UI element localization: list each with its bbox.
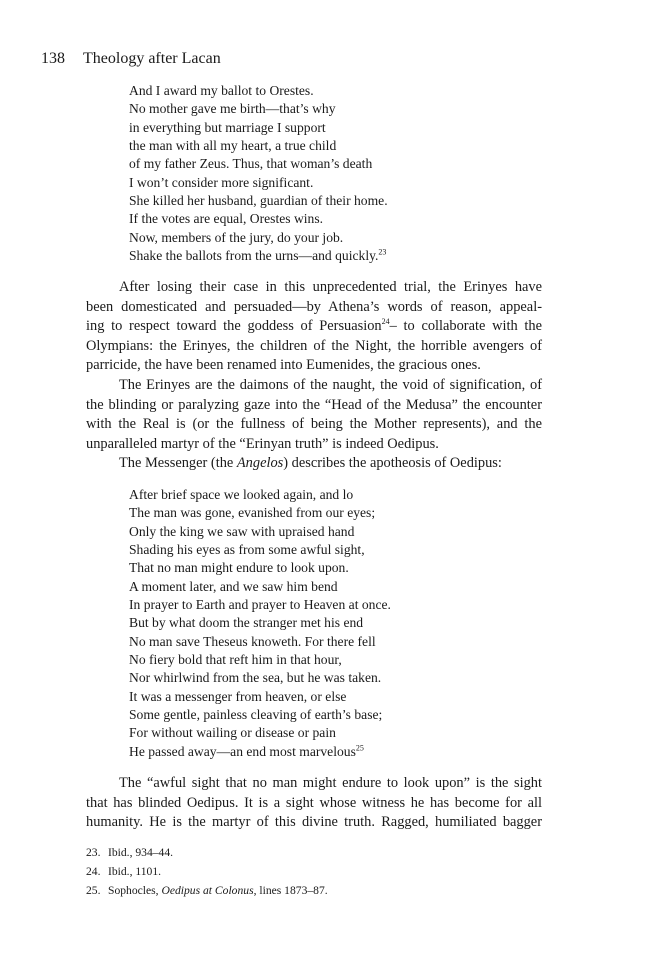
paragraph-line: unparalleled martyr of the “Erinyan truth” is indeed Oedipus.	[86, 435, 439, 452]
verse-line: If the votes are equal, Orestes wins.	[129, 211, 324, 227]
cited-work-title: Oedipus at Colonus	[161, 884, 254, 897]
footnote-number: 24.	[86, 865, 101, 878]
verse-line: No man save Theseus knoweth. For there fell	[129, 633, 376, 649]
verse-line: Only the king we saw with upraised hand	[129, 523, 355, 539]
italic-term: Angelos	[236, 455, 284, 472]
verse-line	[129, 743, 585, 761]
footnote-text: Sophocles,	[108, 884, 162, 897]
paragraph-line: that has blinded Oedipus. It is a sight whose witness he has become for all	[86, 794, 542, 811]
paragraph-text: The Messenger (the	[119, 455, 237, 472]
paragraph-line	[86, 317, 542, 337]
verse-line: And I award my ballot to Orestes.	[129, 83, 314, 98]
verse-line: A moment later, and we saw him bend	[129, 578, 338, 594]
paragraph-line: The Erinyes are the daimons of the naught, the void of signification, of	[119, 376, 542, 393]
verse-line: Now, members of the jury, do your job.	[129, 229, 344, 245]
running-title: Theology after Lacan	[83, 50, 221, 67]
paragraph-line: the blinding or paralyzing gaze into the “Head of the Medusa” the encounter	[86, 396, 542, 413]
paragraph-text: ing to respect toward the goddess of Persuasion	[86, 318, 382, 335]
verse-line: in everything but marriage I support	[129, 119, 326, 135]
footnote-23	[86, 843, 542, 862]
verse-line: No mother gave me birth—that’s why	[129, 101, 336, 117]
paragraph-text: ) describes the apotheosis of Oedipus:	[283, 455, 502, 472]
footnote-24	[86, 862, 542, 881]
verse-line: But by what doom the stranger met his end	[129, 615, 364, 631]
verse-line: In prayer to Earth and prayer to Heaven at once.	[129, 597, 391, 613]
body-text-lower	[86, 774, 542, 833]
verse-line: of my father Zeus. Thus, that woman’s death	[129, 156, 373, 172]
footnote-25	[86, 881, 542, 900]
verse-line-text: Shake the ballots from the urns—and quickly.	[129, 248, 379, 264]
paragraph-line: After losing their case in this unprecedented trial, the Erinyes have	[119, 279, 542, 295]
body-text-upper	[86, 278, 542, 474]
footnote-text: , lines 1873–87.	[253, 884, 328, 897]
footnote-number: 23.	[86, 846, 101, 859]
verse-line: Nor whirlwind from the sea, but he was taken.	[129, 670, 382, 686]
verse-line: I won’t consider more significant.	[129, 174, 314, 190]
footnote-ref-25[interactable]: 25	[355, 743, 364, 753]
paragraph-line: with the Real is (or the fullness of being the Mother represents), and the	[86, 416, 542, 433]
page-number: 138	[41, 50, 65, 67]
paragraph-line: been domesticated and persuaded—by Athena’s words of reason, appeal-	[86, 298, 542, 315]
footnote-text: Ibid., 934–44.	[108, 846, 174, 859]
paragraph-text: – to collaborate with the	[389, 318, 542, 335]
running-header	[41, 49, 221, 69]
verse-quote-oedipus-at-colonus	[86, 486, 585, 761]
footnote-ref-24[interactable]: 24	[381, 317, 390, 327]
verse-line: That no man might endure to look upon.	[129, 560, 349, 576]
verse-line: Some gentle, painless cleaving of earth’s base;	[129, 707, 383, 723]
paragraph-line: parricide, the have been renamed into Eumenides, the gracious ones.	[86, 357, 481, 374]
footnotes	[86, 843, 542, 900]
verse-line: No fiery bold that reft him in that hour,	[129, 652, 342, 668]
verse-line: The man was gone, evanished from our eyes;	[129, 505, 376, 521]
footnote-number: 25.	[86, 884, 101, 897]
footnote-ref-23[interactable]: 23	[378, 247, 387, 257]
verse-line: For without wailing or disease or pain	[129, 725, 336, 741]
verse-line	[129, 247, 585, 265]
paragraph-line	[86, 454, 542, 474]
paragraph-line: humanity. He is the martyr of this divine truth. Ragged, humiliated bagger	[86, 814, 542, 831]
verse-quote-eumenides	[86, 82, 585, 265]
verse-line: It was a messenger from heaven, or else	[129, 688, 347, 704]
verse-line-text: He passed away—an end most marvelous	[129, 743, 356, 759]
paragraph-line: Olympians: the Erinyes, the children of the Night, the horrible avengers of	[86, 337, 542, 354]
verse-line: After brief space we looked again, and lo	[129, 487, 354, 502]
verse-line: Shading his eyes as from some awful sight,	[129, 542, 365, 558]
verse-line: She killed her husband, guardian of their home.	[129, 193, 388, 209]
footnote-text: Ibid., 1101.	[108, 865, 162, 878]
verse-line: the man with all my heart, a true child	[129, 138, 337, 154]
paragraph-line: The “awful sight that no man might endure to look upon” is the sight	[119, 775, 542, 791]
